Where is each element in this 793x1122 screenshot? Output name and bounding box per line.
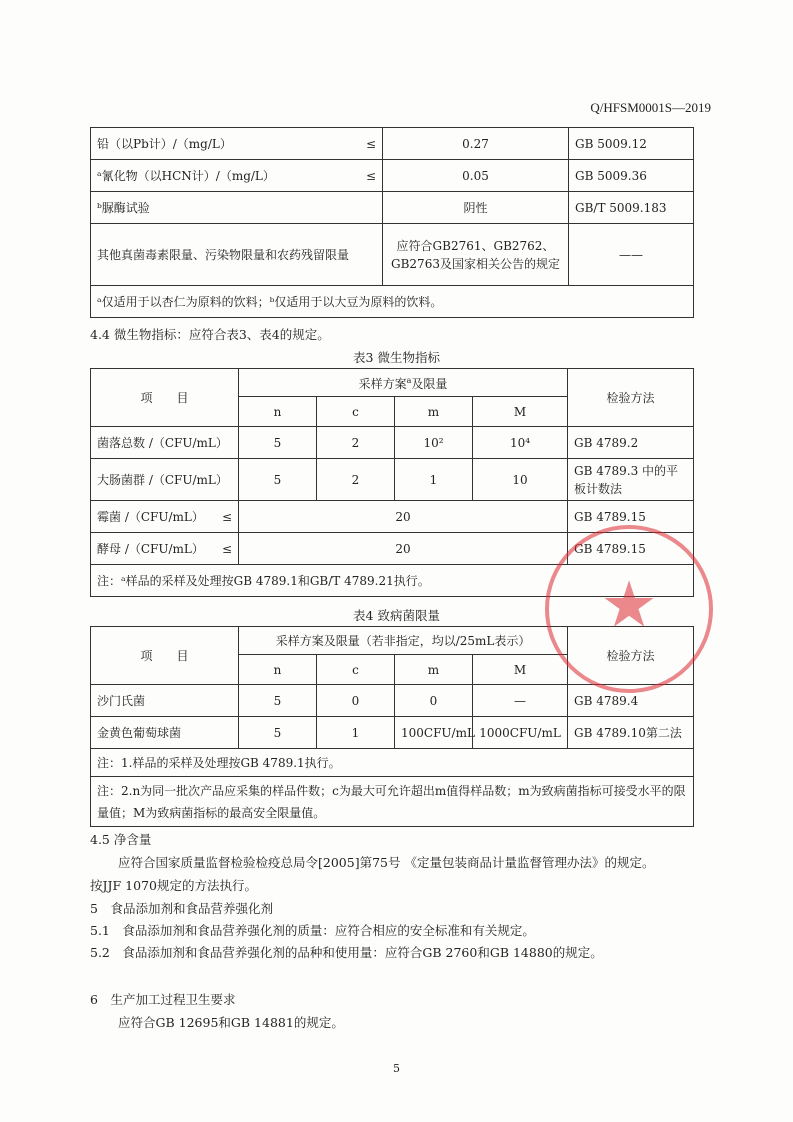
limit-cell: 20 — [239, 533, 568, 565]
header-method: 检验方法 — [568, 369, 694, 427]
table-contaminants — [90, 127, 694, 318]
table-note: 注：1.样品的采样及处理按GB 4789.1执行。 — [91, 749, 694, 777]
header-method: 检验方法 — [568, 627, 694, 685]
method-cell: —— — [569, 224, 694, 286]
table-row — [91, 459, 694, 501]
method-cell: GB 4789.3 中的平板计数法 — [568, 459, 694, 501]
method-cell: GB 5009.12 — [569, 128, 694, 160]
section-5-title: 5 食品添加剂和食品营养强化剂 — [90, 901, 273, 916]
table-note: 注：ᵃ样品的采样及处理按GB 4789.1和GB/T 4789.21执行。 — [91, 565, 694, 597]
value-cell: 0.27 — [383, 128, 569, 160]
table-row — [91, 685, 694, 717]
table-row — [91, 192, 694, 224]
header-plan: 采样方案$^a$及限量 — [239, 369, 568, 397]
n-cell: 5 — [239, 717, 317, 749]
method-cell: GB 4789.10第二法 — [568, 717, 694, 749]
section-5-1: 5.1 食品添加剂和食品营养强化剂的质量：应符合相应的安全标准和有关规定。 — [90, 923, 535, 938]
header-item: 项 目 — [91, 627, 239, 685]
section-4-5-text: 按JJF 1070规定的方法执行。 — [90, 878, 257, 893]
table-note-row — [91, 777, 694, 827]
method-cell: GB 4789.15 — [568, 501, 694, 533]
method-cell: GB 4789.2 — [568, 427, 694, 459]
section-4-4: 4.4 微生物指标：应符合表3、表4的规定。 — [90, 327, 330, 342]
c-cell: 2 — [317, 459, 395, 501]
item-cell: ᵃ氰化物（以HCN计）/（mg/L） ≤ — [91, 160, 383, 192]
table-note: ᵃ仅适用于以杏仁为原料的饮料；ᵇ仅适用于以大豆为原料的饮料。 — [91, 286, 694, 318]
header-plan: 采样方案及限量（若非指定，均以/25mL表示） — [239, 627, 568, 655]
section-6-title: 6 生产加工过程卫生要求 — [90, 992, 236, 1007]
item-cell: 酵母 /（CFU/mL） ≤ — [91, 533, 239, 565]
star-icon: ★ — [600, 568, 658, 643]
value-cell: 应符合GB2761、GB2762、GB2763及国家相关公告的规定 — [383, 224, 569, 286]
header-n: n — [239, 397, 317, 427]
M-cell: 1000CFU/mL — [473, 717, 568, 749]
value-cell: 阴性 — [383, 192, 569, 224]
standard-number: Q/HFSM0001S—2019 — [590, 100, 711, 115]
table4-caption: 表4 致病菌限量 — [353, 608, 440, 623]
header-c: c — [317, 655, 395, 685]
c-cell: 1 — [317, 717, 395, 749]
method-cell: GB/T 5009.183 — [569, 192, 694, 224]
method-cell: GB 4789.4 — [568, 685, 694, 717]
table-row — [91, 128, 694, 160]
table-note-row — [91, 286, 694, 318]
m-cell: 100CFU/mL — [395, 717, 473, 749]
header-c: c — [317, 397, 395, 427]
table-row — [91, 224, 694, 286]
value-cell: 0.05 — [383, 160, 569, 192]
table-row — [91, 427, 694, 459]
section-4-5-text: 应符合国家质量监督检验检疫总局令[2005]第75号 《定量包装商品计量监督管理办法》的规定。 — [118, 855, 655, 870]
table-row — [91, 717, 694, 749]
company-seal — [545, 525, 713, 693]
c-cell: 2 — [317, 427, 395, 459]
header-n: n — [239, 655, 317, 685]
table-row — [91, 501, 694, 533]
m-cell: 1 — [395, 459, 473, 501]
header-m: m — [395, 397, 473, 427]
section-4-5-title: 4.5 净含量 — [90, 832, 152, 847]
n-cell: 5 — [239, 427, 317, 459]
limit-cell: 20 — [239, 501, 568, 533]
item-cell: 霉菌 /（CFU/mL） ≤ — [91, 501, 239, 533]
table-row — [91, 160, 694, 192]
M-cell: 10⁴ — [473, 427, 568, 459]
m-cell: 10² — [395, 427, 473, 459]
item-cell: 菌落总数 /（CFU/mL） — [91, 427, 239, 459]
header-M: M — [473, 655, 568, 685]
table-note: 注：2.n为同一批次产品应采集的样品件数；c为最大可允许超出m值得样品数；m为致病菌指标可接受水平的限量值；M为致病菌指标的最高安全限量值。 — [91, 777, 694, 827]
n-cell: 5 — [239, 685, 317, 717]
item-cell: 铅（以Pb计）/（mg/L） ≤ — [91, 128, 383, 160]
table-note-row — [91, 749, 694, 777]
item-cell: 大肠菌群 /（CFU/mL） — [91, 459, 239, 501]
m-cell: 0 — [395, 685, 473, 717]
page-number: 5 — [393, 1062, 400, 1075]
item-cell: 沙门氏菌 — [91, 685, 239, 717]
item-cell: 其他真菌毒素限量、污染物限量和农药残留限量 — [91, 224, 383, 286]
table3-caption: 表3 微生物指标 — [353, 350, 440, 365]
n-cell: 5 — [239, 459, 317, 501]
section-6-text: 应符合GB 12695和GB 14881的规定。 — [118, 1015, 344, 1030]
section-5-2: 5.2 食品添加剂和食品营养强化剂的品种和使用量：应符合GB 2760和GB 14880的规定。 — [90, 945, 603, 960]
header-M: M — [473, 397, 568, 427]
item-cell: 金黄色葡萄球菌 — [91, 717, 239, 749]
method-cell: GB 5009.36 — [569, 160, 694, 192]
M-cell: 10 — [473, 459, 568, 501]
c-cell: 0 — [317, 685, 395, 717]
header-m: m — [395, 655, 473, 685]
item-cell: ᵇ脲酶试验 — [91, 192, 383, 224]
method-cell: GB 4789.15 — [568, 533, 694, 565]
M-cell: — — [473, 685, 568, 717]
header-item: 项 目 — [91, 369, 239, 427]
